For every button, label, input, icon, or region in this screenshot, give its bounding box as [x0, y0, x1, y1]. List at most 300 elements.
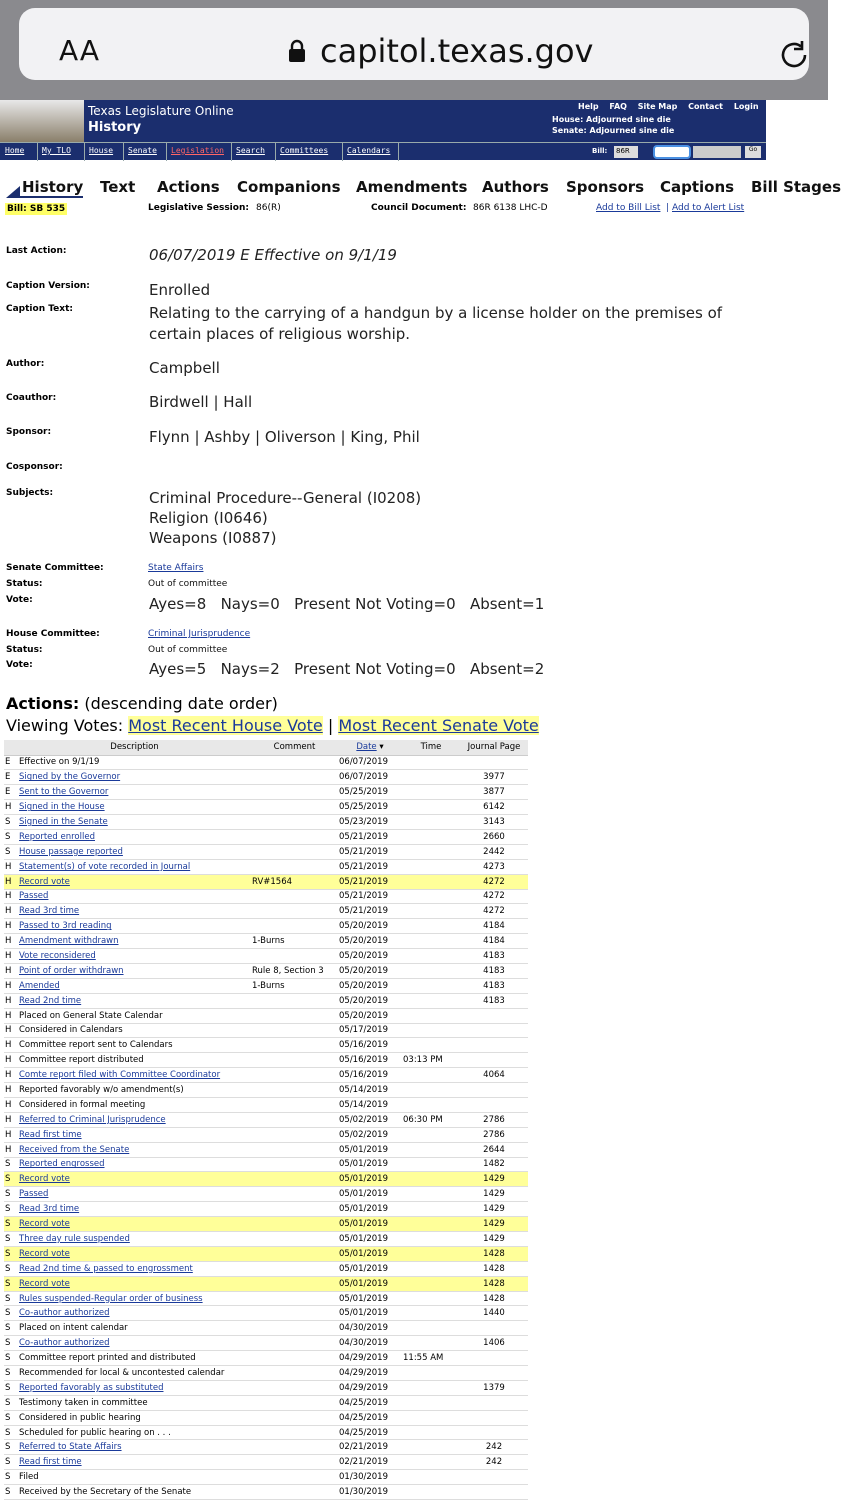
- table-row: [4, 963, 528, 978]
- time-cell: [402, 1023, 460, 1038]
- chamber-cell: S: [4, 1217, 18, 1232]
- description-cell[interactable]: Read first time: [18, 1455, 251, 1470]
- subjects-label: Subjects:: [6, 488, 54, 498]
- table-row: [4, 1142, 528, 1157]
- chamber-cell: E: [4, 755, 18, 770]
- site-map-link[interactable]: Site Map: [637, 102, 678, 111]
- date-cell: 06/07/2019: [338, 755, 402, 770]
- caption-text-label: Caption Text:: [6, 304, 73, 314]
- date-cell: 05/02/2019: [338, 1127, 402, 1142]
- chamber-cell: S: [4, 1470, 18, 1485]
- description-cell[interactable]: Signed by the Governor: [18, 770, 251, 785]
- journal-page-cell: 4272: [460, 874, 528, 889]
- chamber-cell: S: [4, 1261, 18, 1276]
- time-cell: [402, 1068, 460, 1083]
- house-status-value: Out of committee: [148, 645, 228, 655]
- chamber-cell: S: [4, 1336, 18, 1351]
- comment-cell: [251, 1083, 338, 1098]
- journal-page-cell: [460, 1410, 528, 1425]
- bill-number: Bill: SB 535: [7, 204, 66, 214]
- nav-committees[interactable]: Committees: [280, 146, 329, 155]
- comment-cell: [251, 1068, 338, 1083]
- tab-bill-stages[interactable]: Bill Stages: [751, 178, 841, 196]
- author-value: Campbell: [149, 359, 220, 377]
- date-cell: 02/21/2019: [338, 1440, 402, 1455]
- time-cell: [402, 1246, 460, 1261]
- tab-text[interactable]: Text: [100, 178, 136, 196]
- caption-text-value: Relating to the carrying of a handgun by a license holder on the premises of certain places of religious worship.: [149, 304, 723, 343]
- chamber-cell: H: [4, 889, 18, 904]
- date-cell: 05/20/2019: [338, 919, 402, 934]
- comment-cell: [251, 1470, 338, 1485]
- comment-cell: [251, 1202, 338, 1217]
- site-banner: [0, 100, 766, 142]
- journal-page-cell: 4183: [460, 963, 528, 978]
- description-cell: Committee report distributed: [18, 1053, 251, 1068]
- date-cell: 05/14/2019: [338, 1083, 402, 1098]
- time-cell: [402, 1202, 460, 1217]
- comment-cell: [251, 1306, 338, 1321]
- journal-page-cell: [460, 1083, 528, 1098]
- journal-page-cell: 2786: [460, 1127, 528, 1142]
- chamber-cell: S: [4, 1232, 18, 1247]
- bill-type-select[interactable]: [693, 146, 741, 158]
- description-cell[interactable]: Rules suspended-Regular order of business: [18, 1291, 251, 1306]
- comment-cell: [251, 785, 338, 800]
- council-label: Council Document:: [371, 203, 467, 213]
- date-cell: 05/01/2019: [338, 1172, 402, 1187]
- comment-cell: [251, 1142, 338, 1157]
- table-row: [4, 815, 528, 830]
- time-cell: [402, 1291, 460, 1306]
- time-cell: [402, 1366, 460, 1381]
- chamber-cell: H: [4, 859, 18, 874]
- comment-cell: [251, 1321, 338, 1336]
- journal-page-cell: 242: [460, 1440, 528, 1455]
- senate-committee-link[interactable]: State Affairs: [148, 563, 204, 573]
- date-cell: 05/25/2019: [338, 800, 402, 815]
- time-cell: [402, 1470, 460, 1485]
- faq-link[interactable]: FAQ: [609, 102, 627, 111]
- table-row: [4, 844, 528, 859]
- journal-page-cell: [460, 1351, 528, 1366]
- address-bar[interactable]: [19, 8, 809, 80]
- time-cell: [402, 1217, 460, 1232]
- table-row: [4, 889, 528, 904]
- url-text: capitol.texas.gov: [320, 32, 594, 70]
- chamber-cell: H: [4, 1023, 18, 1038]
- session-select[interactable]: 86R: [614, 146, 638, 158]
- description-cell: Reported favorably w/o amendment(s): [18, 1083, 251, 1098]
- table-row: [4, 1380, 528, 1395]
- comment-cell: [251, 1410, 338, 1425]
- go-button[interactable]: Go: [745, 146, 761, 158]
- date-cell: 05/01/2019: [338, 1291, 402, 1306]
- actions-table: [4, 740, 528, 1500]
- date-cell: 05/16/2019: [338, 1053, 402, 1068]
- nav-search[interactable]: Search: [236, 146, 265, 155]
- last-action-value: 06/07/2019 E Effective on 9/1/19: [149, 246, 397, 264]
- chamber-cell: H: [4, 1112, 18, 1127]
- comment-cell: [251, 1366, 338, 1381]
- table-row: [4, 859, 528, 874]
- description-cell[interactable]: Amended: [18, 978, 251, 993]
- description-cell[interactable]: Record vote: [18, 1217, 251, 1232]
- session-label: Legislative Session:: [148, 203, 249, 213]
- description-cell: Placed on General State Calendar: [18, 1008, 251, 1023]
- capitol-logo: [0, 100, 84, 142]
- chamber-cell: S: [4, 1440, 18, 1455]
- description-cell[interactable]: House passage reported: [18, 844, 251, 859]
- table-row: [4, 1217, 528, 1232]
- journal-page-cell: 2644: [460, 1142, 528, 1157]
- description-cell[interactable]: Three day rule suspended: [18, 1232, 251, 1247]
- date-cell: 05/23/2019: [338, 815, 402, 830]
- time-cell: [402, 1306, 460, 1321]
- senate-status-value: Out of committee: [148, 579, 228, 589]
- time-cell: [402, 1008, 460, 1023]
- senate-vote-value: Ayes=8 Nays=0 Present Not Voting=0 Absent=1: [149, 595, 545, 613]
- table-row: [4, 800, 528, 815]
- description-cell[interactable]: Read 2nd time & passed to engrossment: [18, 1261, 251, 1276]
- journal-page-cell: 1406: [460, 1336, 528, 1351]
- comment-cell: [251, 1351, 338, 1366]
- description-cell: Considered in public hearing: [18, 1410, 251, 1425]
- last-action-label: Last Action:: [6, 246, 67, 256]
- description-cell[interactable]: Vote reconsidered: [18, 949, 251, 964]
- time-cell: [402, 1336, 460, 1351]
- date-cell: 05/01/2019: [338, 1157, 402, 1172]
- help-link[interactable]: Help: [578, 102, 599, 111]
- chamber-cell: H: [4, 919, 18, 934]
- table-row: [4, 1336, 528, 1351]
- description-cell[interactable]: Record vote: [18, 1172, 251, 1187]
- top-links: [570, 102, 759, 111]
- table-row: [4, 1083, 528, 1098]
- chamber-cell: H: [4, 993, 18, 1008]
- time-cell: [402, 904, 460, 919]
- journal-page-cell: 1429: [460, 1232, 528, 1247]
- comment-cell: [251, 1157, 338, 1172]
- journal-page-cell: 1429: [460, 1172, 528, 1187]
- journal-page-cell: 1428: [460, 1291, 528, 1306]
- description-cell[interactable]: Co-author authorized: [18, 1306, 251, 1321]
- table-row: [4, 1246, 528, 1261]
- description-cell: Effective on 9/1/19: [18, 755, 251, 770]
- table-row: [4, 978, 528, 993]
- description-cell[interactable]: Record vote: [18, 1276, 251, 1291]
- time-cell: [402, 770, 460, 785]
- date-cell: 04/30/2019: [338, 1321, 402, 1336]
- chamber-cell: H: [4, 978, 18, 993]
- time-cell: [402, 1455, 460, 1470]
- chamber-cell: S: [4, 1351, 18, 1366]
- date-cell: 05/21/2019: [338, 829, 402, 844]
- comment-cell: [251, 1425, 338, 1440]
- house-vote-label: Vote:: [6, 660, 33, 670]
- journal-page-cell: 1428: [460, 1276, 528, 1291]
- journal-page-cell: [460, 1053, 528, 1068]
- table-row: [4, 1276, 528, 1291]
- house-vote-value: Ayes=5 Nays=2 Present Not Voting=0 Absent=2: [149, 660, 545, 678]
- date-cell: 04/25/2019: [338, 1410, 402, 1425]
- login-link[interactable]: Login: [733, 102, 759, 111]
- description-cell[interactable]: Co-author authorized: [18, 1336, 251, 1351]
- comment-cell: [251, 1172, 338, 1187]
- nav-legislation[interactable]: Legislation: [171, 146, 224, 155]
- description-cell: Committee report sent to Calendars: [18, 1038, 251, 1053]
- browser-chrome: [0, 0, 828, 100]
- table-row: [4, 1395, 528, 1410]
- text-size-button[interactable]: AA: [59, 34, 101, 67]
- viewing-votes: Viewing Votes: Most Recent House Vote | Most Recent Senate Vote: [6, 716, 539, 735]
- time-cell: [402, 1410, 460, 1425]
- date-cell: 05/01/2019: [338, 1142, 402, 1157]
- cosponsor-label: Cosponsor:: [6, 462, 63, 472]
- description-cell[interactable]: Reported engrossed: [18, 1157, 251, 1172]
- site-title[interactable]: Texas Legislature Online: [88, 104, 234, 118]
- time-cell: [402, 1261, 460, 1276]
- table-row: [4, 1321, 528, 1336]
- journal-page-cell: [460, 1485, 528, 1500]
- journal-page-cell: 1379: [460, 1380, 528, 1395]
- description-cell[interactable]: Signed in the House: [18, 800, 251, 815]
- tab-actions[interactable]: Actions: [157, 178, 220, 196]
- date-cell: 05/17/2019: [338, 1023, 402, 1038]
- comment-cell: 1-Burns: [251, 978, 338, 993]
- time-cell: [402, 1380, 460, 1395]
- table-row: [4, 1187, 528, 1202]
- journal-page-cell: [460, 1395, 528, 1410]
- date-cell: 02/21/2019: [338, 1455, 402, 1470]
- add-to-alert-list-link[interactable]: Add to Alert List: [672, 203, 745, 213]
- date-cell: 05/01/2019: [338, 1276, 402, 1291]
- description-cell[interactable]: Received from the Senate: [18, 1142, 251, 1157]
- chamber-cell: S: [4, 1410, 18, 1425]
- journal-page-cell: 1428: [460, 1261, 528, 1276]
- description-cell[interactable]: Passed to 3rd reading: [18, 919, 251, 934]
- time-cell: [402, 859, 460, 874]
- time-header: Time: [402, 740, 460, 755]
- table-row: [4, 1038, 528, 1053]
- table-row: [4, 1068, 528, 1083]
- chamber-cell: S: [4, 815, 18, 830]
- journal-page-cell: 1429: [460, 1202, 528, 1217]
- most-recent-house-vote-link[interactable]: Most Recent House Vote: [128, 716, 323, 735]
- journal-page-cell: 4272: [460, 889, 528, 904]
- table-row: [4, 1455, 528, 1470]
- description-cell[interactable]: Comte report filed with Committee Coordinator: [18, 1068, 251, 1083]
- table-row: [4, 1172, 528, 1187]
- chamber-cell: H: [4, 1053, 18, 1068]
- tab-history[interactable]: History: [22, 178, 84, 196]
- comment-cell: [251, 1097, 338, 1112]
- journal-page-cell: 4273: [460, 859, 528, 874]
- chamber-cell: H: [4, 904, 18, 919]
- date-cell: 05/01/2019: [338, 1306, 402, 1321]
- time-cell: [402, 1142, 460, 1157]
- table-row: [4, 785, 528, 800]
- chamber-cell: S: [4, 1306, 18, 1321]
- journal-page-cell: 4184: [460, 919, 528, 934]
- table-row: [4, 1232, 528, 1247]
- date-cell: 05/20/2019: [338, 949, 402, 964]
- date-header[interactable]: Date ▾: [338, 740, 402, 755]
- description-cell[interactable]: Passed: [18, 889, 251, 904]
- time-cell: [402, 815, 460, 830]
- table-row: [4, 770, 528, 785]
- comment-cell: [251, 904, 338, 919]
- page-section-title: History: [88, 120, 142, 135]
- chamber-cell: H: [4, 1097, 18, 1112]
- comment-cell: [251, 1053, 338, 1068]
- journal-page-cell: 4184: [460, 934, 528, 949]
- tab-captions[interactable]: Captions: [660, 178, 735, 196]
- description-cell: Committee report printed and distributed: [18, 1351, 251, 1366]
- description-cell[interactable]: Reported favorably as substituted: [18, 1380, 251, 1395]
- sort-down-icon: ▾: [376, 742, 384, 753]
- date-cell: 05/21/2019: [338, 889, 402, 904]
- date-cell: 05/01/2019: [338, 1217, 402, 1232]
- description-cell: Recommended for local & uncontested calendar: [18, 1366, 251, 1381]
- date-cell: 05/20/2019: [338, 1008, 402, 1023]
- comment-cell: [251, 800, 338, 815]
- description-cell[interactable]: Read 3rd time: [18, 904, 251, 919]
- journal-page-cell: 6142: [460, 800, 528, 815]
- description-cell[interactable]: Referred to State Affairs: [18, 1440, 251, 1455]
- date-cell: 05/20/2019: [338, 934, 402, 949]
- coauthor-label: Coauthor:: [6, 393, 57, 403]
- time-cell: [402, 934, 460, 949]
- lock-icon: [288, 40, 306, 62]
- comment-cell: [251, 1217, 338, 1232]
- date-cell: 04/30/2019: [338, 1336, 402, 1351]
- date-cell: 05/21/2019: [338, 904, 402, 919]
- comment-cell: [251, 1038, 338, 1053]
- add-to-bill-list-link[interactable]: Add to Bill List: [596, 203, 661, 213]
- house-committee-link[interactable]: Criminal Jurisprudence: [148, 629, 251, 639]
- description-cell[interactable]: Signed in the Senate: [18, 815, 251, 830]
- description-cell[interactable]: Read first time: [18, 1127, 251, 1142]
- journal-page-cell: 4183: [460, 949, 528, 964]
- most-recent-senate-vote-link[interactable]: Most Recent Senate Vote: [338, 716, 539, 735]
- chamber-cell: H: [4, 1083, 18, 1098]
- chamber-cell: S: [4, 1202, 18, 1217]
- table-row: [4, 1485, 528, 1500]
- journal-page-cell: [460, 1038, 528, 1053]
- senate-committee-label: Senate Committee:: [6, 563, 104, 573]
- date-cell: 04/25/2019: [338, 1425, 402, 1440]
- time-cell: [402, 1083, 460, 1098]
- time-cell: [402, 1038, 460, 1053]
- nav-my-tlo[interactable]: My TLO: [42, 146, 71, 155]
- tab-amendments[interactable]: Amendments: [356, 178, 468, 196]
- comment-cell: [251, 889, 338, 904]
- time-cell: [402, 874, 460, 889]
- table-row: [4, 1112, 528, 1127]
- tab-sponsors[interactable]: Sponsors: [566, 178, 645, 196]
- description-header: Description: [18, 740, 251, 755]
- chamber-cell: S: [4, 1425, 18, 1440]
- table-row: [4, 755, 528, 770]
- nav-home[interactable]: Home: [5, 146, 25, 155]
- table-row: [4, 1470, 528, 1485]
- description-cell[interactable]: Record vote: [18, 874, 251, 889]
- date-cell: 05/20/2019: [338, 963, 402, 978]
- journal-page-cell: 3877: [460, 785, 528, 800]
- description-cell[interactable]: Read 3rd time: [18, 1202, 251, 1217]
- table-row: [4, 1351, 528, 1366]
- journal-page-cell: 2442: [460, 844, 528, 859]
- table-row: [4, 1008, 528, 1023]
- date-cell: 04/29/2019: [338, 1366, 402, 1381]
- table-row: [4, 1306, 528, 1321]
- time-cell: [402, 949, 460, 964]
- date-cell: 05/01/2019: [338, 1232, 402, 1247]
- subject-item: Weapons (I0887): [149, 529, 277, 547]
- comment-cell: [251, 1276, 338, 1291]
- chamber-cell: E: [4, 785, 18, 800]
- nav-senate[interactable]: Senate: [128, 146, 157, 155]
- journal-page-cell: [460, 755, 528, 770]
- contact-link[interactable]: Contact: [688, 102, 724, 111]
- tab-authors[interactable]: Authors: [482, 178, 549, 196]
- description-cell: Placed on intent calendar: [18, 1321, 251, 1336]
- date-cell: 04/29/2019: [338, 1380, 402, 1395]
- bill-tabs: [0, 178, 841, 198]
- comment-header: Comment: [251, 740, 338, 755]
- description-cell[interactable]: Statement(s) of vote recorded in Journal: [18, 859, 251, 874]
- time-cell: [402, 1321, 460, 1336]
- description-cell[interactable]: Point of order withdrawn: [18, 963, 251, 978]
- tab-companions[interactable]: Companions: [237, 178, 341, 196]
- table-row: [4, 1053, 528, 1068]
- nav-calendars[interactable]: Calendars: [347, 146, 391, 155]
- table-row: [4, 1023, 528, 1038]
- description-cell[interactable]: Reported enrolled: [18, 829, 251, 844]
- table-row: [4, 1261, 528, 1276]
- table-row: [4, 1127, 528, 1142]
- description-cell[interactable]: Referred to Criminal Jurisprudence: [18, 1112, 251, 1127]
- description-cell[interactable]: Amendment withdrawn: [18, 934, 251, 949]
- journal-page-cell: [460, 1366, 528, 1381]
- reload-icon[interactable]: [777, 38, 811, 72]
- description-cell[interactable]: Passed: [18, 1187, 251, 1202]
- description-cell[interactable]: Sent to the Governor: [18, 785, 251, 800]
- comment-cell: [251, 1127, 338, 1142]
- nav-house[interactable]: House: [89, 146, 114, 155]
- journal-page-cell: 1440: [460, 1306, 528, 1321]
- time-cell: [402, 993, 460, 1008]
- date-cell: 04/25/2019: [338, 1395, 402, 1410]
- date-cell: 05/21/2019: [338, 859, 402, 874]
- description-cell[interactable]: Read 2nd time: [18, 993, 251, 1008]
- time-cell: [402, 1157, 460, 1172]
- comment-cell: [251, 1455, 338, 1470]
- table-row: [4, 1410, 528, 1425]
- description-cell[interactable]: Record vote: [18, 1246, 251, 1261]
- journal-page-header: Journal Page: [460, 740, 528, 755]
- time-cell: [402, 1276, 460, 1291]
- date-cell: 05/16/2019: [338, 1068, 402, 1083]
- bill-number-input[interactable]: [653, 145, 691, 159]
- table-header: [4, 740, 528, 755]
- house-status: House: Adjourned sine die: [552, 115, 671, 124]
- journal-page-cell: 2786: [460, 1112, 528, 1127]
- council-value: 86R 6138 LHC-D: [473, 203, 548, 213]
- subject-item: Criminal Procedure--General (I0208): [149, 489, 422, 507]
- chamber-cell: S: [4, 829, 18, 844]
